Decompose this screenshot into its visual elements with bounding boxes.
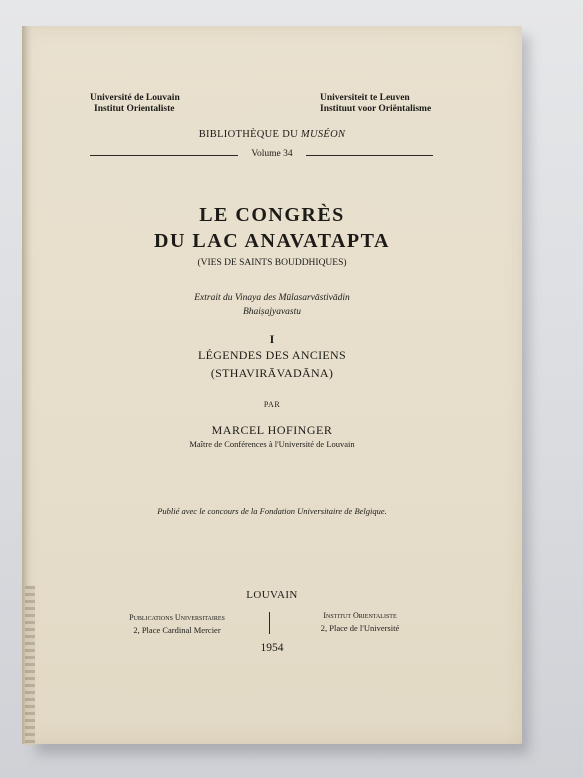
header-right bbox=[320, 93, 431, 115]
book-cover bbox=[22, 26, 522, 744]
header-right-line2: Instituut voor Oriëntalisme bbox=[320, 104, 432, 114]
support-note: Publié avec le concours de la Fondation Universitaire de Belgique. bbox=[157, 506, 387, 516]
header-left-line2: Institut Orientaliste bbox=[94, 104, 175, 114]
header-right-line1: Universiteit te Leuven bbox=[320, 93, 410, 103]
imprint-divider bbox=[269, 612, 270, 634]
series-label: BIBLIOTHÈQUE DU bbox=[198, 129, 298, 140]
author-name: MARCEL HOFINGER bbox=[211, 423, 333, 437]
imprint-right-address: 2, Place de l'Université bbox=[320, 623, 400, 633]
series-title bbox=[22, 129, 522, 140]
author-par: PAR bbox=[263, 400, 281, 409]
author-affiliation: Maître de Conférences à l'Université de Louvain bbox=[189, 439, 355, 449]
imprint-city: LOUVAIN bbox=[246, 589, 298, 601]
header-left-line1: Université de Louvain bbox=[90, 93, 180, 103]
part-number: I bbox=[269, 332, 275, 346]
header-left bbox=[90, 93, 180, 115]
volume-number: Volume 34 bbox=[251, 149, 293, 159]
title-subtitle: (VIES DE SAINTS BOUDDHIQUES) bbox=[197, 258, 347, 268]
series-name: MUSÉON bbox=[300, 129, 346, 140]
title-line1: LE CONGRÈS bbox=[199, 204, 345, 226]
imprint-year: 1954 bbox=[260, 642, 284, 654]
part-title: LÉGENDES DES ANCIENS bbox=[197, 348, 346, 362]
imprint-left-publisher: Publications Universitaires bbox=[129, 613, 225, 622]
worn-spine-edge bbox=[25, 586, 35, 746]
extract-line2: Bhaiṣajyavastu bbox=[242, 307, 302, 317]
extract-line1: Extrait du Vinaya des Mūlasarvāstivādin bbox=[194, 293, 350, 303]
right-rule bbox=[306, 155, 433, 156]
part-subtitle: (STHAVIRĀVADĀNA) bbox=[210, 366, 334, 380]
imprint-right-publisher: Institut Orientaliste bbox=[323, 611, 397, 620]
title-line2: DU LAC ANAVATAPTA bbox=[154, 230, 390, 252]
left-rule bbox=[90, 155, 238, 156]
imprint-left-address: 2, Place Cardinal Mercier bbox=[133, 625, 221, 635]
